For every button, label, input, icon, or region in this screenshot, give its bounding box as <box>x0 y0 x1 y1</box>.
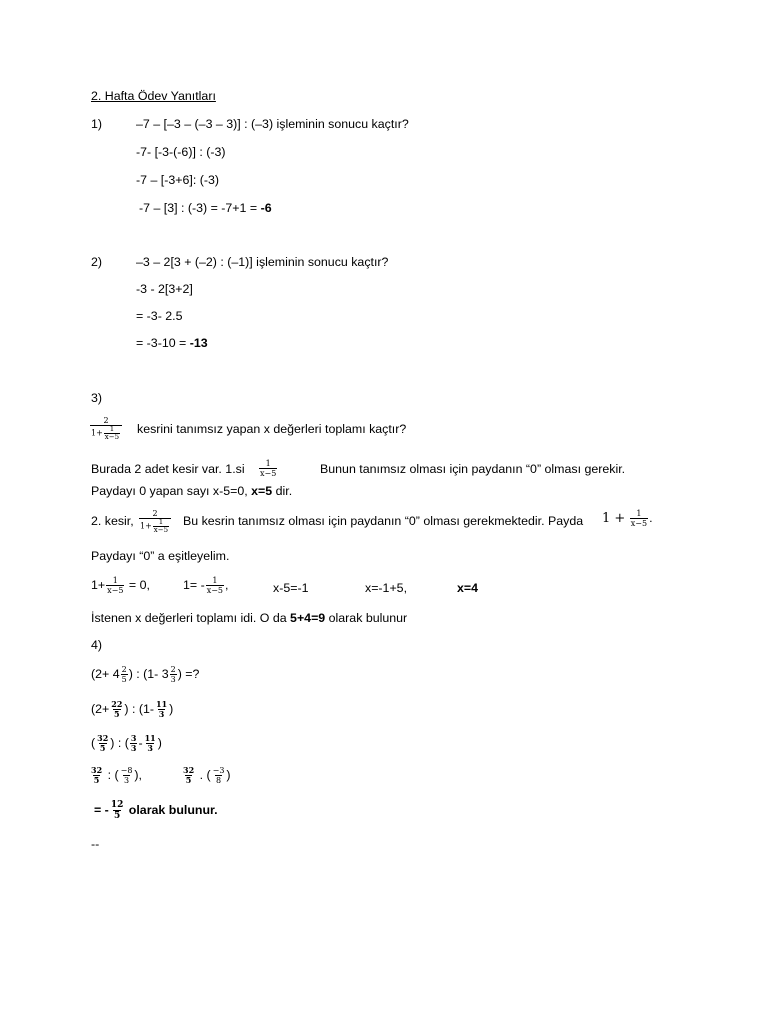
eq-text: 1+ <box>91 577 106 592</box>
fraction-denominator: 5 <box>121 675 127 684</box>
fraction <box>206 576 224 595</box>
eq-text: = 0, <box>128 577 150 592</box>
q4-text: (2+ 4 <box>91 666 120 681</box>
fraction-denominator: 8 <box>215 776 222 785</box>
inner-numerator: 1 <box>158 518 164 526</box>
fraction-numerator: 22 <box>111 699 123 709</box>
fraction-numerator: 2 <box>121 665 127 674</box>
q4-text: ) <box>169 701 174 716</box>
q4-line-4b <box>181 766 231 785</box>
fraction <box>259 459 277 478</box>
fraction <box>120 766 134 785</box>
q3-first-fraction <box>258 459 278 478</box>
fraction-denominator: 5 <box>113 811 121 821</box>
fraction-numerator: 32 <box>183 765 195 775</box>
q3-equation-5: x=4 <box>457 581 479 595</box>
fraction <box>144 734 157 753</box>
fraction-denominator: x−5 <box>206 586 224 595</box>
q1-step-1: -7- [-3-(-6)] : (-3) <box>136 145 226 159</box>
q3-number: 3) <box>91 391 103 405</box>
q3-equation-1 <box>91 576 150 595</box>
q3-line-1-text: Burada 2 adet kesir var. 1.si <box>91 462 245 476</box>
q4-text: . ( <box>199 767 211 782</box>
fraction <box>90 416 122 441</box>
q3-line-2 <box>91 483 292 499</box>
q4-line-4a <box>89 766 142 785</box>
q2-step-3 <box>136 335 208 351</box>
q1-number: 1) <box>91 117 103 131</box>
denominator-prefix: 1+ <box>140 521 152 531</box>
q3-main-fraction <box>89 416 123 441</box>
fraction <box>106 576 124 595</box>
fraction-denominator <box>90 425 122 441</box>
fraction-denominator: 5 <box>114 709 120 719</box>
q4-line-1 <box>91 665 199 684</box>
q3-line-1-explanation: Bunun tanımsız olması için paydanın “0” olması gerekir. <box>320 462 626 476</box>
q4-text: (2+ <box>91 701 110 716</box>
fraction <box>155 700 168 719</box>
q2-step-1: -3 - 2[3+2] <box>136 282 193 296</box>
fraction-denominator: 3 <box>130 743 137 753</box>
q2-step-2: = -3- 2.5 <box>136 309 183 323</box>
fraction-numerator: 1 <box>112 576 118 585</box>
fraction <box>121 665 128 684</box>
q4-text: ) <box>157 735 162 750</box>
fraction-numerator: 2 <box>152 509 158 518</box>
fraction <box>110 700 123 719</box>
fraction-numerator: 32 <box>91 765 103 775</box>
eq-text: 1= - <box>183 577 205 592</box>
fraction-numerator: −8 <box>120 766 133 775</box>
q4-line-3 <box>91 734 162 753</box>
fraction <box>96 734 109 753</box>
fraction-numerator: 32 <box>97 733 109 743</box>
fraction-denominator: x−5 <box>260 469 277 478</box>
inner-numerator: 1 <box>109 425 115 433</box>
fraction-numerator: 11 <box>144 733 156 743</box>
q3-second-fraction <box>138 509 172 534</box>
denominator-prefix: 1+ <box>91 428 103 438</box>
q4-text: : ( <box>107 767 119 782</box>
q3-equation-4: x=-1+5, <box>365 581 408 595</box>
q3-line-3-explanation: Bu kesrin tanımsız olması için paydanın “0” olması gerekmektedir. Payda <box>183 514 584 528</box>
fraction <box>110 800 125 821</box>
q4-text: ) : ( <box>110 735 129 750</box>
period: . <box>649 510 653 525</box>
q3-line-6-suffix: olarak bulunur <box>325 611 408 625</box>
payda-integer: 1 + <box>602 510 626 526</box>
q4-text: - <box>138 735 143 750</box>
fraction-denominator: 3 <box>158 709 165 719</box>
page-title: 2. Hafta Ödev Yanıtları <box>91 89 216 103</box>
fraction <box>90 766 103 785</box>
q2-number: 2) <box>91 255 103 269</box>
q2-answer: -13 <box>189 336 208 350</box>
fraction-numerator: 2 <box>170 665 176 674</box>
q1-answer: -6 <box>260 201 272 215</box>
q4-result-text: olarak bulunur. <box>128 802 218 817</box>
fraction-denominator: 5 <box>93 775 100 785</box>
q3-line-4: Paydayı “0” a eşitleyelim. <box>91 549 230 563</box>
q3-line-3-label: 2. kesir, <box>91 514 134 528</box>
fraction <box>630 509 648 528</box>
q4-text: ) : (1- 3 <box>128 666 169 681</box>
q3-equation-3: x-5=-1 <box>273 581 309 595</box>
q4-text: ), <box>134 767 142 782</box>
q1-step-3 <box>139 200 272 216</box>
fraction <box>212 766 226 785</box>
fraction-denominator: 3 <box>123 776 130 785</box>
fraction <box>139 509 171 534</box>
fraction-denominator: 5 <box>185 775 192 785</box>
q3-line-6 <box>91 610 407 626</box>
fraction-numerator: 1 <box>636 509 642 518</box>
fraction-numerator: 1 <box>265 459 271 468</box>
fraction-denominator: 3 <box>170 675 176 684</box>
fraction-denominator: 5 <box>99 743 106 753</box>
fraction-denominator: x−5 <box>630 519 648 528</box>
q4-result <box>94 800 218 821</box>
fraction-denominator: x−5 <box>107 586 124 595</box>
inner-fraction <box>104 426 120 441</box>
q3-equation-2 <box>183 576 228 595</box>
fraction-numerator: 2 <box>103 416 109 425</box>
fraction-denominator: 3 <box>147 743 153 753</box>
fraction <box>182 766 195 785</box>
q3-question: kesrini tanımsız yapan x değerleri toplamı kaçtır? <box>137 422 407 436</box>
q4-line-2 <box>91 700 173 719</box>
inner-denominator: x−5 <box>153 526 169 534</box>
q3-line-2-suffix: dir. <box>272 484 293 498</box>
q1-step-2: -7 – [-3+6]: (-3) <box>136 173 219 187</box>
q4-text: ) : (1- <box>124 701 155 716</box>
fraction <box>170 665 177 684</box>
q4-text: ( <box>91 735 96 750</box>
fraction-numerator: 1 <box>212 576 218 585</box>
fraction-denominator <box>139 518 171 534</box>
inner-fraction <box>153 519 169 534</box>
q3-line-6-answer: 5+4=9 <box>290 611 326 625</box>
q4-number: 4) <box>91 638 103 652</box>
inner-denominator: x−5 <box>104 433 120 441</box>
q1-question: –7 – [–3 – (–3 – 3)] : (–3) işleminin sonucu kaçtır? <box>136 117 409 131</box>
fraction-numerator: 3 <box>130 733 137 743</box>
fraction <box>130 734 138 753</box>
q4-text: ) =? <box>177 666 200 681</box>
fraction-numerator: −3 <box>212 766 225 775</box>
fraction-numerator: 12 <box>110 800 124 810</box>
q1-step-3-text: -7 – [3] : (-3) = -7+1 = <box>139 201 261 215</box>
end-marker: -- <box>91 837 100 851</box>
fraction-numerator: 11 <box>156 699 168 709</box>
q4-text: ) <box>226 767 231 782</box>
q3-payda-expression <box>602 509 653 528</box>
q3-line-2-text: Paydayı 0 yapan sayı x-5=0, <box>91 484 252 498</box>
q3-line-6-text: İstenen x değerleri toplamı idi. O da <box>91 611 291 625</box>
eq-text: , <box>225 577 229 592</box>
q3-line-2-answer: x=5 <box>251 484 273 498</box>
q2-step-3-text: = -3-10 = <box>136 336 190 350</box>
q2-question: –3 – 2[3 + (–2) : (–1)] işleminin sonucu kaçtır? <box>136 255 389 269</box>
q4-text: = - <box>94 802 109 817</box>
